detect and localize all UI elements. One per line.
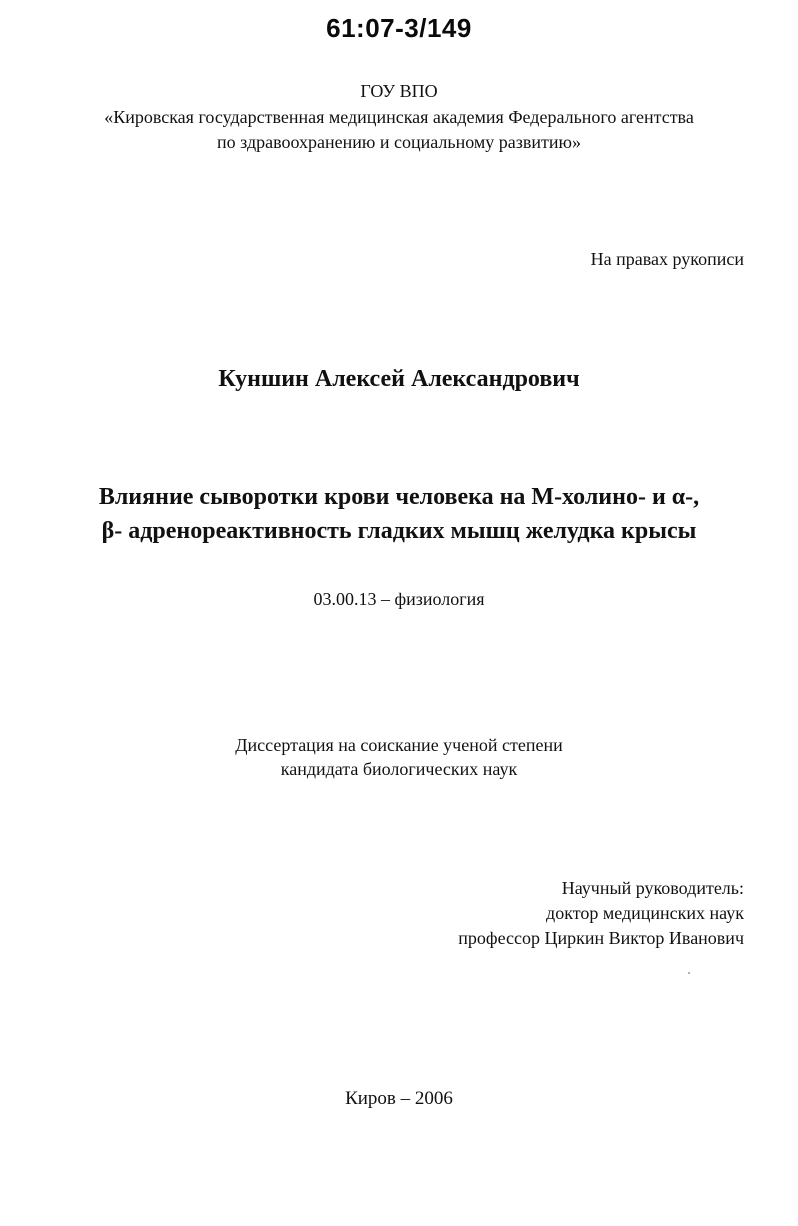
dissertation-degree-line1: Диссертация на соискание ученой степени bbox=[235, 735, 563, 755]
institution-name-line1: «Кировская государственная медицинская академия Федерального агентства bbox=[104, 107, 694, 127]
institution-name-line2: по здравоохранению и социальному развитию» bbox=[217, 132, 581, 152]
supervisor-degree: доктор медицинских наук bbox=[546, 903, 744, 923]
supervisor-label: Научный руководитель: bbox=[561, 878, 744, 898]
dissertation-title-line2: β- адренореактивность гладких мышц желудка крысы bbox=[101, 518, 697, 544]
manuscript-rights-note: На правах рукописи bbox=[590, 249, 744, 269]
author-name: Куншин Алексей Александрович bbox=[218, 366, 580, 392]
specialty-code: 03.00.13 – физиология bbox=[313, 589, 485, 609]
scan-speck bbox=[688, 972, 690, 974]
supervisor-name: профессор Циркин Виктор Иванович bbox=[458, 928, 744, 948]
archive-stamp-number: 61:07-3/149 bbox=[326, 13, 472, 43]
dissertation-title-line1: Влияние сыворотки крови человека на М-холино- и α-, bbox=[98, 484, 700, 510]
dissertation-degree-line2: кандидата биологических наук bbox=[280, 759, 518, 779]
institution-type: ГОУ ВПО bbox=[360, 81, 438, 101]
city-year: Киров – 2006 bbox=[345, 1088, 453, 1109]
